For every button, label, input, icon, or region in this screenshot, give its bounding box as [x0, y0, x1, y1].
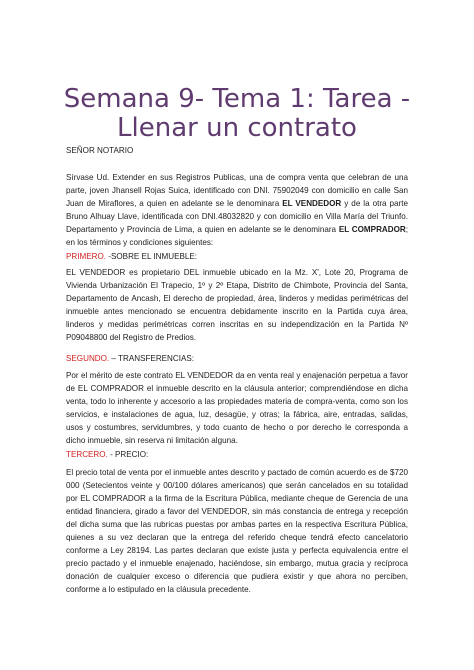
- document-title-line-2: Llenar un contrato: [117, 113, 357, 143]
- intro-text-3: ; en los términos y condiciones siguientes:: [66, 225, 409, 247]
- section1-title: -SOBRE EL INMUEBLE:: [106, 252, 198, 261]
- intro-text-1: Sírvase Ud. Extender en sus Registros Publicas, una de compra venta que celebran de una parte, joven Jhansell Rojas Suica, identificado con DNI. 75902049 con domicilio en calle San Juan de Miraflores, a quien en adelante se le denominara: [66, 173, 408, 208]
- intro-vendedor: EL VENDEDOR: [282, 199, 342, 208]
- document-title-line-1: Semana 9- Tema 1: Tarea -: [63, 84, 411, 114]
- section2-paragraph: Por el mérito de este contrato EL VENDEDOR da en venta real y enajenación perpetua a favor de EL COMPRADOR el inmueble descrito en la cláusula anterior; comprendiéndose en dicha venta, todo lo inherente y accesorio a las propiedades materia de compra-venta, como son los servicios, e instalaciones de agua, luz, desagüe, y otras; la fábrica, aire, entradas, salidas, usos y costumbres, servidumbres, y todo cuanto de hecho o por derecho le corresponda a dicho inmueble, sin reserva ni limitación alguna.: [66, 371, 408, 445]
- section1-label: PRIMERO.: [66, 252, 107, 261]
- addressee: SEÑOR NOTARIO: [66, 146, 134, 155]
- section2-title: – TRANSFERENCIAS:: [109, 354, 195, 363]
- section3-heading: [66, 448, 408, 461]
- section3-paragraph: El precio total de venta por el inmueble antes descrito y pactado de común acuerdo es de $720 000 (Setecientos veinte y 00/100 dólares americanos) que serán cancelados en su totalidad por EL COMPRADOR a la firma de la Escritura Pública, mediante cheque de Gerencia de una entidad financiera, girado a favor del VENDEDOR, sin más constancia de entrega y recepción del dicha suma que las rubricas puestas por ambas partes en la respectiva Escritura Pública, quienes a su vez declaran que la entrega del referido cheque tendrá efecto cancelatorio conforme a Ley 28194. Las partes declaran que existe justa y perfecta equivalencia entre el precio pactado y el inmueble enajenado, haciéndose, sin embargo, mutua gracia y recíproca donación de cualquier exceso o diferencia que pudiera existir y que ahora no perciben, conforme a lo estipulado en la cláusula precedente.: [66, 468, 408, 594]
- intro-comprador: EL COMPRADOR: [338, 225, 406, 234]
- section2-label: SEGUNDO.: [66, 354, 110, 363]
- intro-paragraph: [66, 171, 408, 249]
- section2-heading: [66, 352, 408, 365]
- section1-paragraph: EL VENDEDOR es propietario DEL inmueble ubicado en la Mz. X', Lote 20, Programa de Vivienda Urbanización El Trapecio, 1º y 2º Etapa, Distrito de Chimbote, Provincia del Santa, Departamento de Ancash, El derecho de propiedad, área, linderos y medidas perimétricas del inmueble antes mencionado se encuentra debidamente inscrito en la Partida cuya área, linderos y medidas perimétricas corren inscritas en su independización en la Partida Nº P09048800 del Registro de Predios.: [66, 268, 408, 342]
- section3-label: TERCERO.: [66, 450, 108, 459]
- section3-title: - PRECIO:: [107, 450, 149, 459]
- intro-text-2: y de la otra parte Bruno Alhuay Llave, identificada con DNI.48032820 y con domicilio en Villa María del Triunfo. Departamento y Provincia de Lima, a quien en adelante se le denominara: [66, 199, 408, 234]
- section1-heading: [66, 250, 408, 263]
